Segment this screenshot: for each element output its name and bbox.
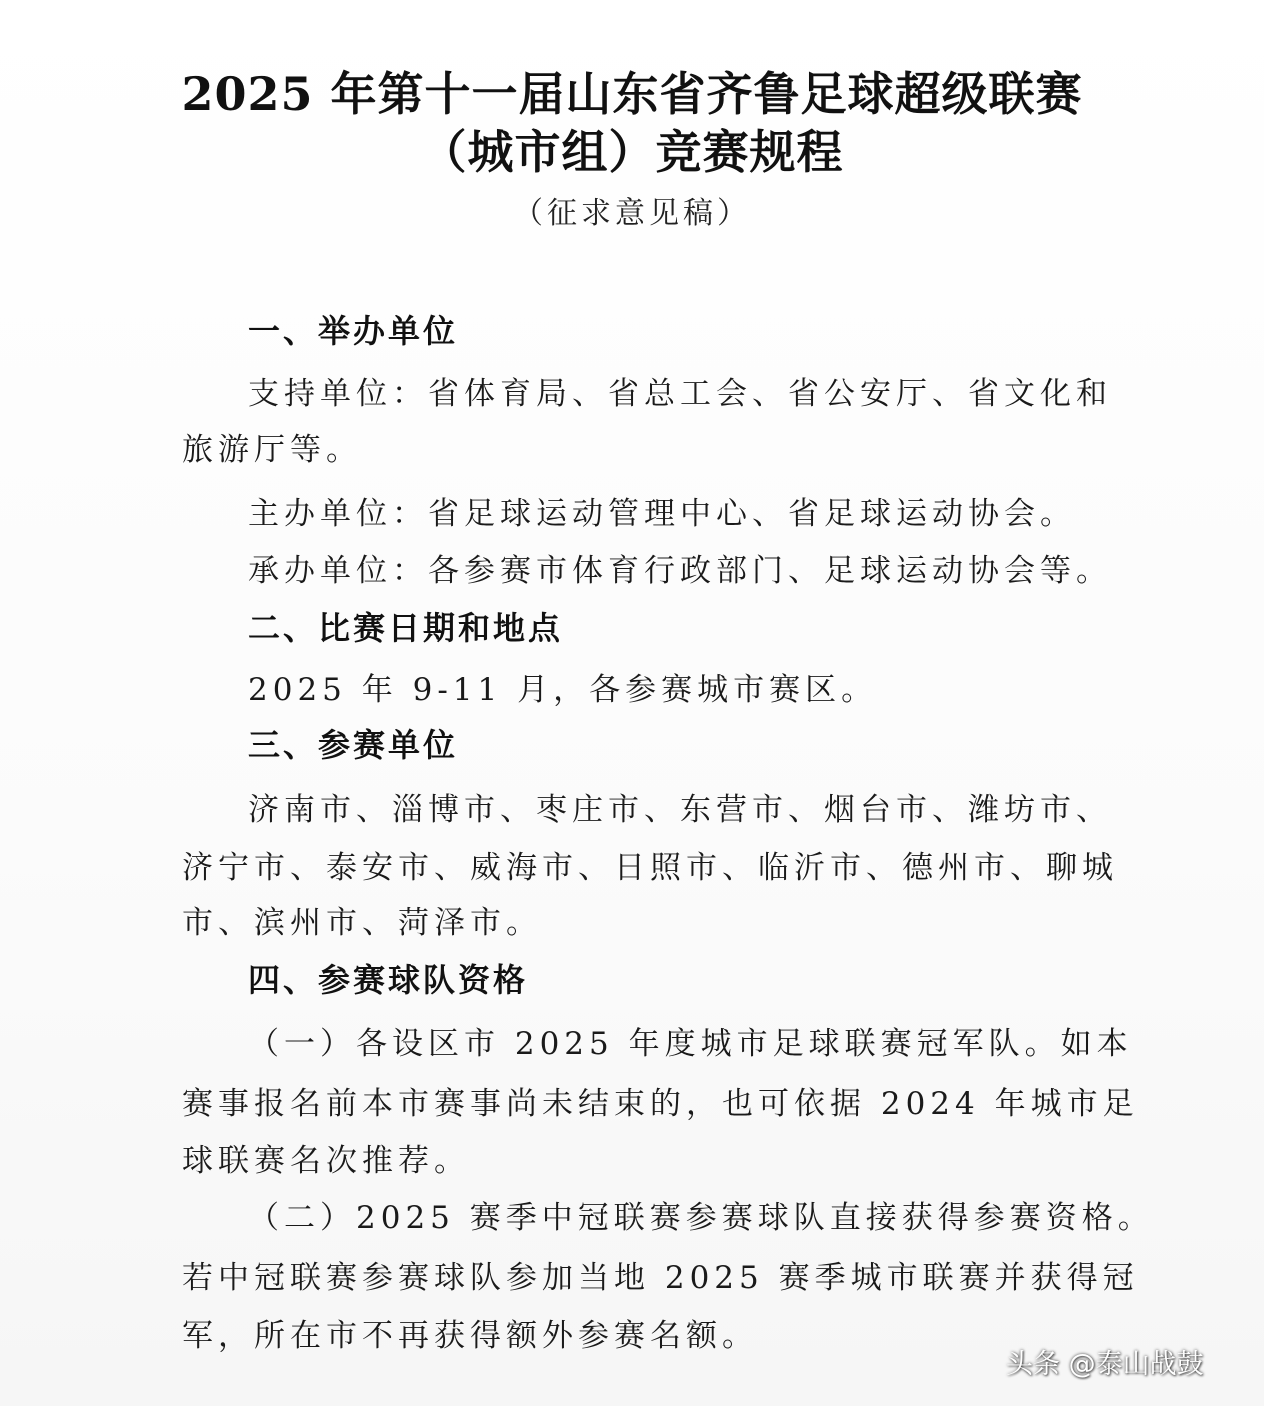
section-4-line-3: 球联赛名次推荐。: [182, 1143, 470, 1179]
section-4-heading: 四、参赛球队资格: [248, 961, 529, 999]
section-2-heading: 二、比赛日期和地点: [248, 609, 564, 647]
section-3-line-1: 济南市、淄博市、枣庄市、东营市、烟台市、潍坊市、: [248, 792, 1112, 828]
section-1-heading: 一、举办单位: [248, 312, 459, 350]
section-3-line-3: 市、滨州市、菏泽市。: [182, 905, 542, 941]
section-4-line-4: （二）2025 赛季中冠联赛参赛球队直接获得参赛资格。: [248, 1200, 1154, 1236]
section-3-line-2: 济宁市、泰安市、威海市、日照市、临沂市、德州市、聊城: [182, 850, 1118, 886]
section-1-line-2: 旅游厅等。: [182, 432, 362, 468]
document-title-line-2: （城市组）竞赛规程: [420, 125, 844, 179]
section-4-line-2: 赛事报名前本市赛事尚未结束的，也可依据 2024 年城市足: [182, 1086, 1139, 1122]
section-1-line-3: 主办单位：省足球运动管理中心、省足球运动协会。: [248, 496, 1076, 532]
section-4-line-5: 若中冠联赛参赛球队参加当地 2025 赛季城市联赛并获得冠: [182, 1260, 1139, 1296]
section-2-line-1: 2025 年 9-11 月，各参赛城市赛区。: [248, 672, 878, 708]
section-1-line-4: 承办单位：各参赛市体育行政部门、足球运动协会等。: [248, 553, 1112, 589]
section-4-line-1: （一）各设区市 2025 年度城市足球联赛冠军队。如本: [248, 1026, 1133, 1062]
section-4-line-6: 军，所在市不再获得额外参赛名额。: [182, 1318, 758, 1354]
section-1-line-1: 支持单位：省体育局、省总工会、省公安厅、省文化和: [248, 376, 1112, 412]
document-subtitle: （征求意见稿）: [513, 196, 751, 231]
document-title-line-1: 2025 年第十一届山东省齐鲁足球超级联赛: [181, 67, 1083, 121]
section-3-heading: 三、参赛单位: [248, 726, 459, 764]
watermark: 头条 @泰山战鼓: [1006, 1349, 1204, 1380]
